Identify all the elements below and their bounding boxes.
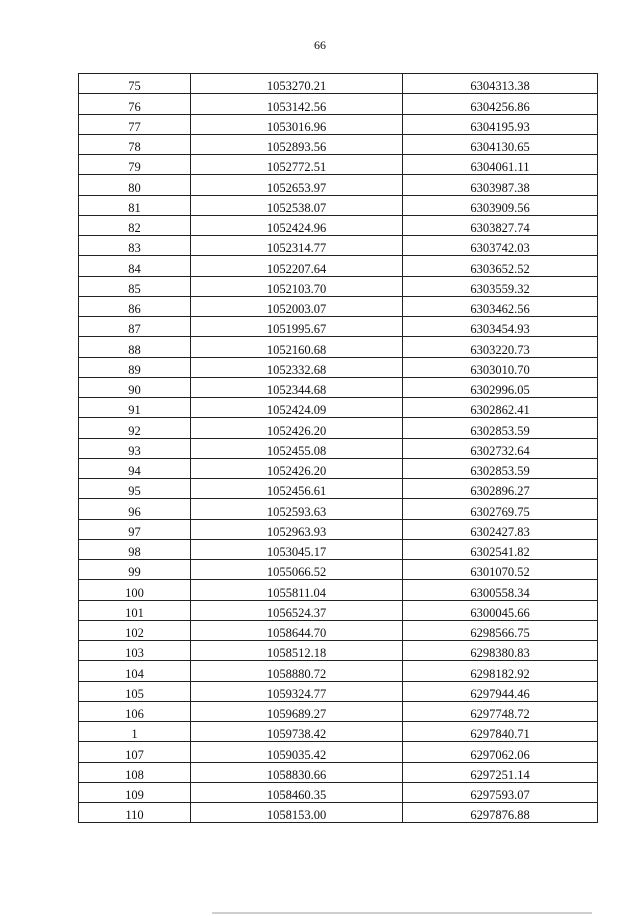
x-coordinate-cell: 1052593.63 [191, 499, 403, 519]
point-number-cell: 94 [79, 458, 191, 478]
table-row [79, 479, 598, 499]
point-number-cell: 77 [79, 114, 191, 134]
point-number-cell: 95 [79, 479, 191, 499]
table-row [79, 134, 598, 154]
table-row [79, 661, 598, 681]
point-number-cell: 79 [79, 155, 191, 175]
table-row [79, 256, 598, 276]
x-coordinate-cell: 1059738.42 [191, 722, 403, 742]
table-row [79, 94, 598, 114]
table-row [79, 418, 598, 438]
x-coordinate-cell: 1052538.07 [191, 195, 403, 215]
y-coordinate-cell: 6303454.93 [403, 317, 598, 337]
y-coordinate-cell: 6303742.03 [403, 236, 598, 256]
x-coordinate-cell: 1052893.56 [191, 134, 403, 154]
table-row [79, 236, 598, 256]
point-number-cell: 102 [79, 620, 191, 640]
point-number-cell: 85 [79, 276, 191, 296]
x-coordinate-cell: 1052426.20 [191, 458, 403, 478]
x-coordinate-cell: 1059035.42 [191, 742, 403, 762]
point-number-cell: 88 [79, 337, 191, 357]
table-row [79, 357, 598, 377]
x-coordinate-cell: 1052424.96 [191, 215, 403, 235]
point-number-cell: 100 [79, 580, 191, 600]
x-coordinate-cell: 1058512.18 [191, 641, 403, 661]
x-coordinate-cell: 1052653.97 [191, 175, 403, 195]
x-coordinate-cell: 1053045.17 [191, 539, 403, 559]
point-number-cell: 107 [79, 742, 191, 762]
point-number-cell: 99 [79, 560, 191, 580]
point-number-cell: 103 [79, 641, 191, 661]
y-coordinate-cell: 6302732.64 [403, 438, 598, 458]
table-row [79, 560, 598, 580]
table-row [79, 519, 598, 539]
x-coordinate-cell: 1053016.96 [191, 114, 403, 134]
y-coordinate-cell: 6304195.93 [403, 114, 598, 134]
point-number-cell: 80 [79, 175, 191, 195]
x-coordinate-cell: 1052424.09 [191, 398, 403, 418]
x-coordinate-cell: 1052314.77 [191, 236, 403, 256]
point-number-cell: 78 [79, 134, 191, 154]
table-row [79, 296, 598, 316]
x-coordinate-cell: 1056524.37 [191, 600, 403, 620]
x-coordinate-cell: 1052772.51 [191, 155, 403, 175]
y-coordinate-cell: 6300045.66 [403, 600, 598, 620]
y-coordinate-cell: 6297840.71 [403, 722, 598, 742]
y-coordinate-cell: 6298182.92 [403, 661, 598, 681]
point-number-cell: 106 [79, 701, 191, 721]
x-coordinate-cell: 1059689.27 [191, 701, 403, 721]
point-number-cell: 93 [79, 438, 191, 458]
y-coordinate-cell: 6297944.46 [403, 681, 598, 701]
table-row [79, 539, 598, 559]
table-row [79, 438, 598, 458]
y-coordinate-cell: 6302427.83 [403, 519, 598, 539]
x-coordinate-cell: 1052003.07 [191, 296, 403, 316]
point-number-cell: 86 [79, 296, 191, 316]
point-number-cell: 84 [79, 256, 191, 276]
y-coordinate-cell: 6302541.82 [403, 539, 598, 559]
point-number-cell: 110 [79, 803, 191, 823]
table-row [79, 722, 598, 742]
table-row [79, 215, 598, 235]
point-number-cell: 92 [79, 418, 191, 438]
table-row [79, 641, 598, 661]
x-coordinate-cell: 1052344.68 [191, 377, 403, 397]
x-coordinate-cell: 1058830.66 [191, 762, 403, 782]
x-coordinate-cell: 1052332.68 [191, 357, 403, 377]
table-row [79, 195, 598, 215]
table-row [79, 398, 598, 418]
y-coordinate-cell: 6300558.34 [403, 580, 598, 600]
point-number-cell: 109 [79, 782, 191, 802]
x-coordinate-cell: 1052207.64 [191, 256, 403, 276]
x-coordinate-cell: 1052103.70 [191, 276, 403, 296]
x-coordinate-cell: 1059324.77 [191, 681, 403, 701]
x-coordinate-cell: 1058644.70 [191, 620, 403, 640]
y-coordinate-cell: 6302996.05 [403, 377, 598, 397]
x-coordinate-cell: 1055066.52 [191, 560, 403, 580]
x-coordinate-cell: 1052455.08 [191, 438, 403, 458]
y-coordinate-cell: 6297251.14 [403, 762, 598, 782]
y-coordinate-cell: 6303462.56 [403, 296, 598, 316]
point-number-cell: 108 [79, 762, 191, 782]
y-coordinate-cell: 6302769.75 [403, 499, 598, 519]
x-coordinate-cell: 1052456.61 [191, 479, 403, 499]
point-number-cell: 83 [79, 236, 191, 256]
y-coordinate-cell: 6302862.41 [403, 398, 598, 418]
point-number-cell: 76 [79, 94, 191, 114]
table-row [79, 458, 598, 478]
point-number-cell: 98 [79, 539, 191, 559]
y-coordinate-cell: 6303559.32 [403, 276, 598, 296]
y-coordinate-cell: 6303010.70 [403, 357, 598, 377]
x-coordinate-cell: 1051995.67 [191, 317, 403, 337]
y-coordinate-cell: 6298380.83 [403, 641, 598, 661]
y-coordinate-cell: 6298566.75 [403, 620, 598, 640]
y-coordinate-cell: 6304061.11 [403, 155, 598, 175]
point-number-cell: 89 [79, 357, 191, 377]
y-coordinate-cell: 6304313.38 [403, 74, 598, 94]
x-coordinate-cell: 1053270.21 [191, 74, 403, 94]
x-coordinate-cell: 1058880.72 [191, 661, 403, 681]
y-coordinate-cell: 6301070.52 [403, 560, 598, 580]
point-number-cell: 81 [79, 195, 191, 215]
x-coordinate-cell: 1058460.35 [191, 782, 403, 802]
y-coordinate-cell: 6303909.56 [403, 195, 598, 215]
x-coordinate-cell: 1053142.56 [191, 94, 403, 114]
table-row [79, 701, 598, 721]
scan-edge-line [212, 912, 592, 914]
y-coordinate-cell: 6297593.07 [403, 782, 598, 802]
table-row [79, 155, 598, 175]
table-row [79, 499, 598, 519]
y-coordinate-cell: 6303827.74 [403, 215, 598, 235]
point-number-cell: 91 [79, 398, 191, 418]
y-coordinate-cell: 6302853.59 [403, 458, 598, 478]
x-coordinate-cell: 1052963.93 [191, 519, 403, 539]
y-coordinate-cell: 6297876.88 [403, 803, 598, 823]
x-coordinate-cell: 1052160.68 [191, 337, 403, 357]
table-row [79, 114, 598, 134]
coordinates-table-body [79, 74, 598, 823]
table-row [79, 681, 598, 701]
point-number-cell: 105 [79, 681, 191, 701]
x-coordinate-cell: 1058153.00 [191, 803, 403, 823]
table-row [79, 762, 598, 782]
x-coordinate-cell: 1052426.20 [191, 418, 403, 438]
table-row [79, 782, 598, 802]
y-coordinate-cell: 6304256.86 [403, 94, 598, 114]
table-row [79, 377, 598, 397]
coordinates-table [78, 73, 598, 823]
point-number-cell: 82 [79, 215, 191, 235]
point-number-cell: 104 [79, 661, 191, 681]
y-coordinate-cell: 6302853.59 [403, 418, 598, 438]
table-row [79, 337, 598, 357]
point-number-cell: 101 [79, 600, 191, 620]
table-row [79, 742, 598, 762]
y-coordinate-cell: 6304130.65 [403, 134, 598, 154]
table-row [79, 276, 598, 296]
point-number-cell: 97 [79, 519, 191, 539]
x-coordinate-cell: 1055811.04 [191, 580, 403, 600]
table-row [79, 620, 598, 640]
point-number-cell: 75 [79, 74, 191, 94]
y-coordinate-cell: 6303652.52 [403, 256, 598, 276]
point-number-cell: 87 [79, 317, 191, 337]
y-coordinate-cell: 6297748.72 [403, 701, 598, 721]
table-row [79, 74, 598, 94]
y-coordinate-cell: 6303220.73 [403, 337, 598, 357]
y-coordinate-cell: 6297062.06 [403, 742, 598, 762]
table-row [79, 600, 598, 620]
y-coordinate-cell: 6303987.38 [403, 175, 598, 195]
table-row [79, 175, 598, 195]
table-row [79, 317, 598, 337]
table-row [79, 803, 598, 823]
page-number: 66 [314, 38, 326, 52]
table-row [79, 580, 598, 600]
point-number-cell: 1 [79, 722, 191, 742]
y-coordinate-cell: 6302896.27 [403, 479, 598, 499]
point-number-cell: 90 [79, 377, 191, 397]
point-number-cell: 96 [79, 499, 191, 519]
